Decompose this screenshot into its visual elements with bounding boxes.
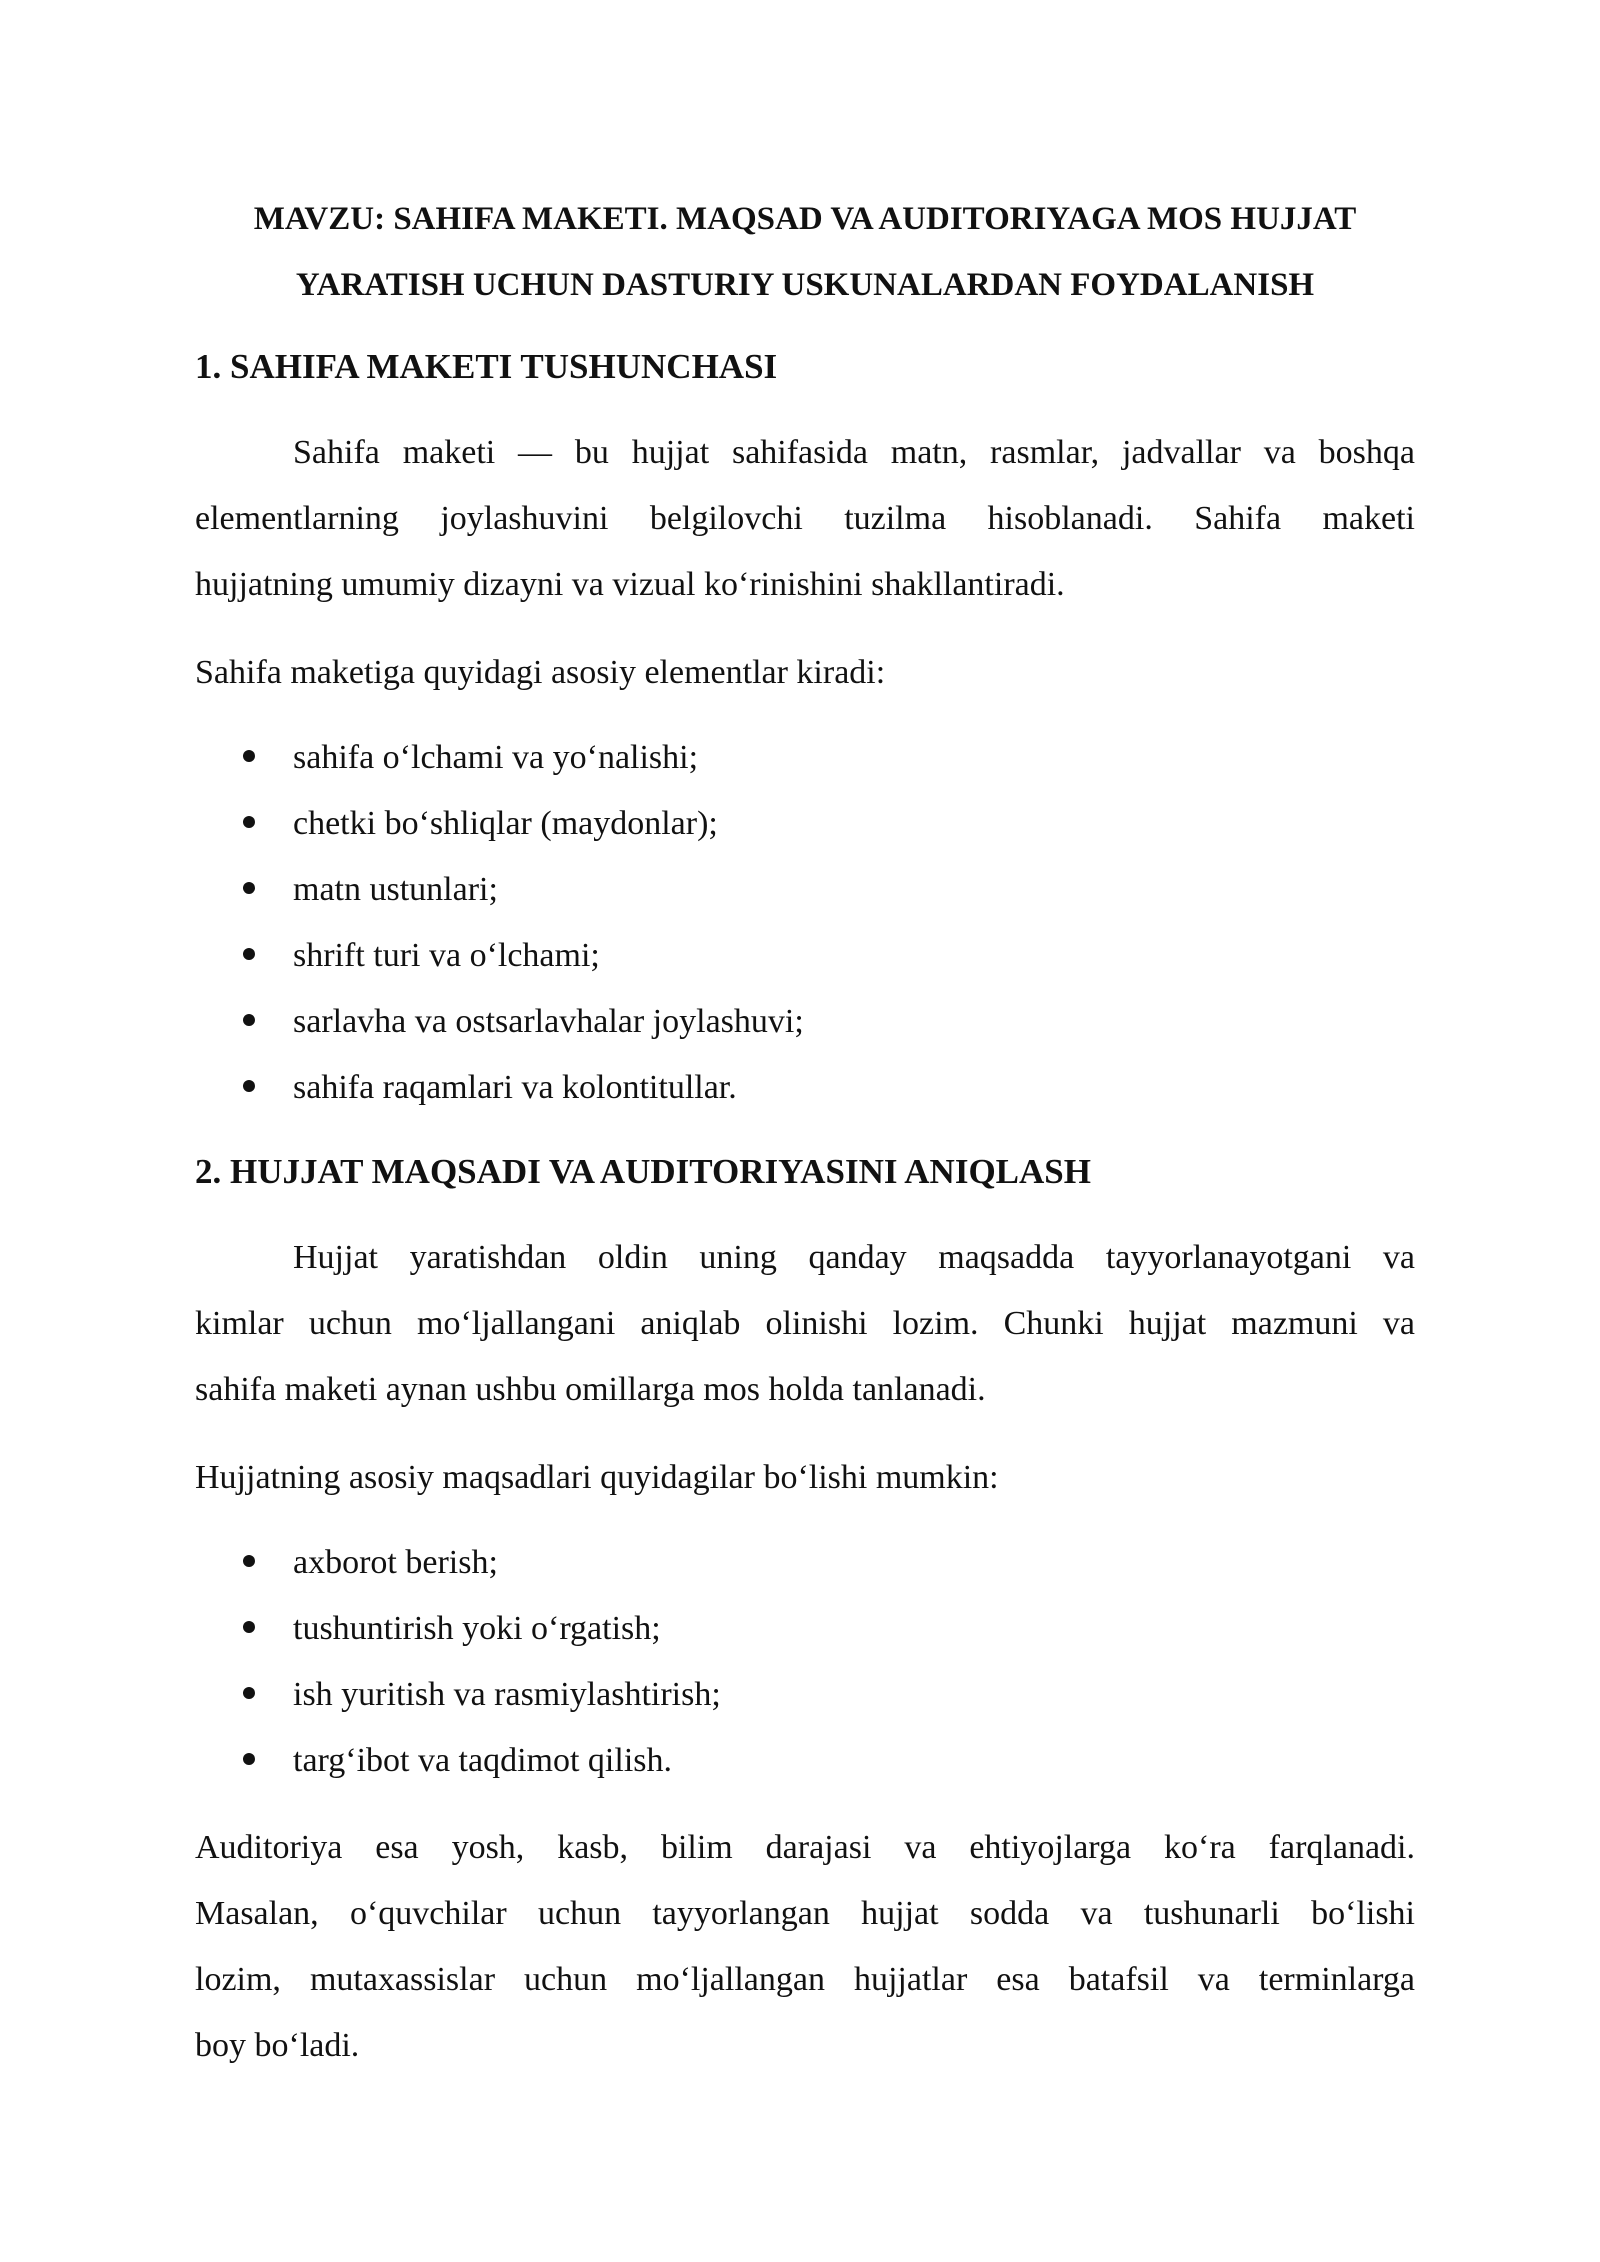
paragraph-line: hujjatning umumiy dizayni va vizual ko‘rinishini shakllantiradi. bbox=[195, 566, 1065, 603]
section-2-closing-paragraph bbox=[195, 1815, 1415, 2079]
list-item bbox=[195, 791, 1415, 857]
bullet-icon bbox=[243, 1753, 255, 1765]
paragraph-line: elementlarning joylashuvini belgilovchi tuzilma hisoblanadi. Sahifa maketi bbox=[195, 500, 1415, 537]
list-item bbox=[195, 1596, 1415, 1662]
list-item-text: matn ustunlari; bbox=[293, 871, 498, 908]
title-line-2: YARATISH UCHUN DASTURIY USKUNALARDAN FOYDALANISH bbox=[295, 267, 1315, 303]
list-item-text: targ‘ibot va taqdimot qilish. bbox=[293, 1742, 672, 1779]
document-title bbox=[195, 186, 1415, 318]
paragraph-line: kimlar uchun mo‘ljallangani aniqlab olinishi lozim. Chunki hujjat mazmuni va bbox=[195, 1305, 1415, 1342]
list-item bbox=[195, 1728, 1415, 1794]
bullet-icon bbox=[243, 1687, 255, 1699]
list-item-text: sahifa o‘lchami va yo‘nalishi; bbox=[293, 739, 699, 776]
paragraph-line: Hujjatning asosiy maqsadlari quyidagilar bo‘lishi mumkin: bbox=[195, 1459, 999, 1496]
paragraph-line: Auditoriya esa yosh, kasb, bilim darajasi va ehtiyojlarga ko‘ra farqlanadi. bbox=[195, 1829, 1415, 1866]
section-1-bullet-list bbox=[195, 725, 1415, 1121]
title-line-1: MAVZU: SAHIFA MAKETI. MAQSAD VA AUDITORIYAGA MOS HUJJAT bbox=[253, 201, 1357, 237]
list-item-text: axborot berish; bbox=[293, 1544, 498, 1581]
paragraph-line: sahifa maketi aynan ushbu omillarga mos holda tanlanadi. bbox=[195, 1371, 986, 1408]
bullet-icon bbox=[243, 882, 255, 894]
list-item-text: sahifa raqamlari va kolontitullar. bbox=[293, 1069, 737, 1106]
list-item bbox=[195, 989, 1415, 1055]
paragraph-line: Sahifa maketiga quyidagi asosiy elementlar kiradi: bbox=[195, 654, 886, 691]
list-item-text: tushuntirish yoki o‘rgatish; bbox=[293, 1610, 661, 1647]
list-item bbox=[195, 923, 1415, 989]
bullet-icon bbox=[243, 948, 255, 960]
bullet-icon bbox=[243, 816, 255, 828]
list-item bbox=[195, 1055, 1415, 1121]
list-item-text: chetki bo‘shliqlar (maydonlar); bbox=[293, 805, 718, 842]
bullet-icon bbox=[243, 1555, 255, 1567]
list-item bbox=[195, 725, 1415, 791]
section-2-heading: 2. HUJJAT MAQSADI VA AUDITORIYASINI ANIQLASH bbox=[195, 1152, 1091, 1191]
paragraph-line: lozim, mutaxassislar uchun mo‘ljallangan hujjatlar esa batafsil va terminlarga bbox=[195, 1961, 1415, 1998]
list-item-text: sarlavha va ostsarlavhalar joylashuvi; bbox=[293, 1003, 804, 1040]
list-item-text: shrift turi va o‘lchami; bbox=[293, 937, 600, 974]
list-item bbox=[195, 1530, 1415, 1596]
list-item-text: ish yuritish va rasmiylashtirish; bbox=[293, 1676, 721, 1713]
section-2-list-intro bbox=[195, 1445, 1415, 1511]
paragraph-line: boy bo‘ladi. bbox=[195, 2027, 360, 2064]
bullet-icon bbox=[243, 1014, 255, 1026]
section-2-paragraph bbox=[195, 1225, 1415, 1423]
section-1-list-intro bbox=[195, 640, 1415, 706]
paragraph-line: Sahifa maketi — bu hujjat sahifasida matn, rasmlar, jadvallar va boshqa bbox=[293, 434, 1415, 471]
list-item bbox=[195, 1662, 1415, 1728]
list-item bbox=[195, 857, 1415, 923]
section-1-paragraph bbox=[195, 420, 1415, 618]
section-2-bullet-list bbox=[195, 1530, 1415, 1794]
bullet-icon bbox=[243, 750, 255, 762]
bullet-icon bbox=[243, 1621, 255, 1633]
paragraph-line: Masalan, o‘quvchilar uchun tayyorlangan hujjat sodda va tushunarli bo‘lishi bbox=[195, 1895, 1415, 1932]
bullet-icon bbox=[243, 1080, 255, 1092]
section-1-heading: 1. SAHIFA MAKETI TUSHUNCHASI bbox=[195, 347, 778, 386]
paragraph-line: Hujjat yaratishdan oldin uning qanday maqsadda tayyorlanayotgani va bbox=[293, 1239, 1415, 1276]
